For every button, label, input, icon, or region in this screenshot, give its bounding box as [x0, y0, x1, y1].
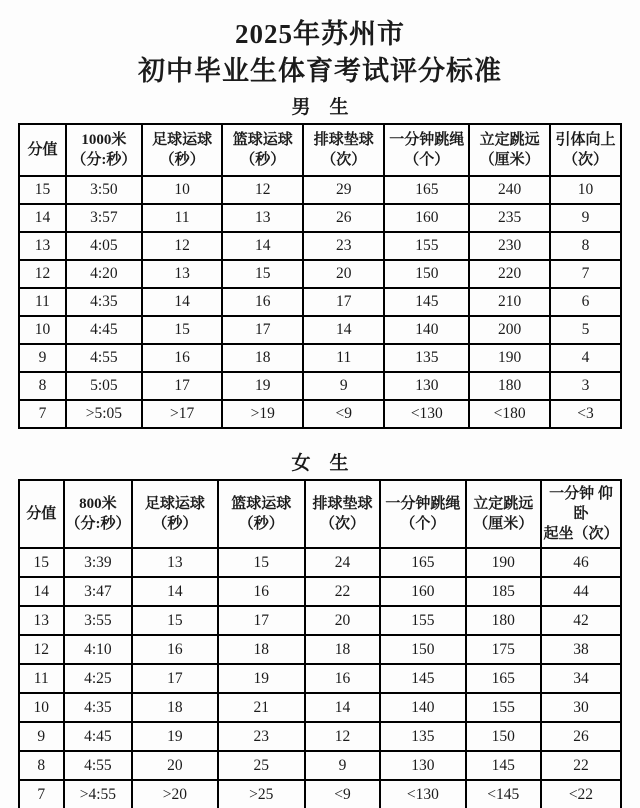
table-row [19, 751, 621, 780]
score-cell: 3:57 [66, 204, 142, 232]
header-label-line2: （厘米） [473, 516, 534, 532]
score-cell: 230 [469, 232, 550, 260]
score-cell: 3:47 [64, 577, 133, 606]
score-cell: 14 [19, 577, 64, 606]
score-cell: 135 [384, 344, 469, 372]
girls-header-row [19, 480, 621, 548]
score-cell: 160 [380, 577, 465, 606]
page-title-line2: 初中毕业生体育考试评分标准 [138, 56, 502, 86]
score-cell: 11 [303, 344, 384, 372]
score-cell: 16 [305, 664, 380, 693]
column-header-cell [19, 124, 66, 176]
score-cell: 9 [305, 751, 380, 780]
column-header-cell [466, 480, 541, 548]
score-cell: 4:45 [64, 722, 133, 751]
score-cell: <180 [469, 400, 550, 428]
score-cell: 14 [303, 316, 384, 344]
score-cell: 22 [541, 751, 621, 780]
score-cell: 19 [222, 372, 303, 400]
column-header-cell [469, 124, 550, 176]
header-label-line2: （个） [400, 516, 446, 532]
header-label-line2: （分:秒） [65, 516, 131, 532]
score-cell: 140 [384, 316, 469, 344]
boys-score-table [18, 123, 622, 429]
girls-section-title: 女 生 [291, 453, 349, 474]
score-cell: 155 [380, 606, 465, 635]
score-cell: 5 [550, 316, 621, 344]
score-cell: 23 [218, 722, 305, 751]
boys-table-body [19, 176, 621, 428]
score-cell: 145 [384, 288, 469, 316]
header-label-line1: 引体向上 [555, 132, 616, 148]
score-cell: 160 [384, 204, 469, 232]
score-cell: 6 [550, 288, 621, 316]
score-cell: 13 [19, 606, 64, 635]
header-label-line2: （秒） [152, 516, 198, 532]
score-cell: 10 [19, 693, 64, 722]
score-cell: 21 [218, 693, 305, 722]
table-row [19, 577, 621, 606]
score-cell: 11 [19, 288, 66, 316]
score-cell: >20 [132, 780, 217, 808]
score-cell: 165 [466, 664, 541, 693]
score-cell: 12 [222, 176, 303, 204]
score-cell: 15 [218, 548, 305, 577]
score-cell: 220 [469, 260, 550, 288]
column-header-cell [222, 124, 303, 176]
table-row [19, 344, 621, 372]
score-cell: 3:39 [64, 548, 133, 577]
score-cell: 17 [142, 372, 223, 400]
score-cell: <9 [303, 400, 384, 428]
score-cell: 26 [303, 204, 384, 232]
column-header-cell [64, 480, 133, 548]
score-cell: 24 [305, 548, 380, 577]
girls-table-body [19, 548, 621, 808]
score-cell: 10 [142, 176, 223, 204]
score-cell: 16 [132, 635, 217, 664]
header-label-line1: 排球垫球 [312, 496, 373, 512]
score-cell: <3 [550, 400, 621, 428]
score-cell: 26 [541, 722, 621, 751]
score-cell: 15 [19, 176, 66, 204]
score-cell: >25 [218, 780, 305, 808]
score-cell: 190 [469, 344, 550, 372]
table-row [19, 260, 621, 288]
header-label-line1: 篮球运球 [232, 132, 293, 148]
column-header-cell [66, 124, 142, 176]
header-label-line1: 立定跳远 [473, 496, 534, 512]
header-label-line1: 分值 [26, 506, 57, 522]
table-row [19, 693, 621, 722]
score-cell: 20 [132, 751, 217, 780]
page-title-line1: 2025年苏州市 [235, 19, 405, 49]
table-row [19, 372, 621, 400]
header-label-line1: 一分钟跳绳 [385, 496, 461, 512]
score-cell: 240 [469, 176, 550, 204]
score-cell: 4:25 [64, 664, 133, 693]
score-cell: 38 [541, 635, 621, 664]
score-cell: 135 [380, 722, 465, 751]
table-row [19, 635, 621, 664]
boys-section-title: 男 生 [291, 97, 349, 118]
score-cell: 4 [550, 344, 621, 372]
score-cell: 23 [303, 232, 384, 260]
score-cell: 12 [305, 722, 380, 751]
header-label-line2: （次） [320, 516, 366, 532]
score-cell: 4:35 [64, 693, 133, 722]
score-cell: 155 [466, 693, 541, 722]
score-cell: 15 [222, 260, 303, 288]
score-cell: 165 [384, 176, 469, 204]
score-cell: 7 [550, 260, 621, 288]
score-cell: 18 [218, 635, 305, 664]
score-cell: 18 [222, 344, 303, 372]
score-cell: 18 [305, 635, 380, 664]
score-cell: 4:35 [66, 288, 142, 316]
score-cell: 9 [19, 344, 66, 372]
header-label-line2: （分:秒） [71, 152, 137, 168]
score-cell: 11 [19, 664, 64, 693]
score-cell: 16 [222, 288, 303, 316]
table-row [19, 780, 621, 808]
header-label-line2: （次） [562, 152, 608, 168]
table-row [19, 176, 621, 204]
score-cell: 4:55 [66, 344, 142, 372]
score-cell: 12 [19, 635, 64, 664]
header-label-line1: 分值 [27, 142, 58, 158]
score-cell: 17 [303, 288, 384, 316]
header-label-line1: 排球垫球 [313, 132, 374, 148]
score-cell: 22 [305, 577, 380, 606]
score-cell: <9 [305, 780, 380, 808]
column-header-cell [550, 124, 621, 176]
score-cell: 8 [19, 372, 66, 400]
score-cell: 34 [541, 664, 621, 693]
score-cell: 44 [541, 577, 621, 606]
score-cell: 7 [19, 780, 64, 808]
score-cell: <22 [541, 780, 621, 808]
column-header-cell [305, 480, 380, 548]
score-cell: <130 [384, 400, 469, 428]
header-label-line1: 篮球运球 [231, 496, 292, 512]
score-cell: 130 [384, 372, 469, 400]
score-cell: 20 [305, 606, 380, 635]
score-cell: 19 [218, 664, 305, 693]
score-cell: 150 [384, 260, 469, 288]
score-cell: 165 [380, 548, 465, 577]
score-cell: 17 [132, 664, 217, 693]
score-cell: 3 [550, 372, 621, 400]
score-cell: 14 [19, 204, 66, 232]
score-cell: 235 [469, 204, 550, 232]
score-cell: 42 [541, 606, 621, 635]
score-cell: 150 [380, 635, 465, 664]
column-header-cell [303, 124, 384, 176]
score-cell: 25 [218, 751, 305, 780]
column-header-cell [384, 124, 469, 176]
score-cell: 16 [142, 344, 223, 372]
score-cell: 14 [222, 232, 303, 260]
score-cell: 15 [142, 316, 223, 344]
score-cell: 180 [469, 372, 550, 400]
score-cell: 145 [466, 751, 541, 780]
table-row [19, 316, 621, 344]
score-cell: 175 [466, 635, 541, 664]
column-header-cell [541, 480, 621, 548]
score-cell: 4:20 [66, 260, 142, 288]
score-cell: 11 [142, 204, 223, 232]
score-cell: 190 [466, 548, 541, 577]
score-cell: 3:50 [66, 176, 142, 204]
score-cell: 17 [222, 316, 303, 344]
score-cell: 12 [142, 232, 223, 260]
boys-header-row [19, 124, 621, 176]
score-cell: 14 [132, 577, 217, 606]
score-cell: 5:05 [66, 372, 142, 400]
score-cell: >5:05 [66, 400, 142, 428]
score-cell: 7 [19, 400, 66, 428]
header-label-line1: 立定跳远 [479, 132, 540, 148]
header-label-line1: 一分钟 仰卧 [549, 486, 613, 522]
girls-score-table [18, 479, 622, 808]
score-cell: 15 [132, 606, 217, 635]
score-cell: 180 [466, 606, 541, 635]
score-cell: 4:10 [64, 635, 133, 664]
header-label-line1: 800米 [79, 496, 117, 512]
header-label-line1: 一分钟跳绳 [389, 132, 465, 148]
score-cell: 185 [466, 577, 541, 606]
table-row [19, 664, 621, 693]
header-label-line2: （秒） [238, 516, 284, 532]
header-label-line2: （个） [404, 152, 450, 168]
score-cell: 4:55 [64, 751, 133, 780]
score-cell: 4:05 [66, 232, 142, 260]
score-cell: 30 [541, 693, 621, 722]
header-label-line2: （秒） [159, 152, 205, 168]
column-header-cell [19, 480, 64, 548]
header-label-line2: （秒） [240, 152, 286, 168]
score-cell: 200 [469, 316, 550, 344]
column-header-cell [218, 480, 305, 548]
score-cell: 10 [19, 316, 66, 344]
score-cell: 29 [303, 176, 384, 204]
score-cell: 13 [222, 204, 303, 232]
score-cell: 19 [132, 722, 217, 751]
score-cell: >4:55 [64, 780, 133, 808]
score-cell: 145 [380, 664, 465, 693]
score-cell: 9 [550, 204, 621, 232]
score-cell: >19 [222, 400, 303, 428]
score-cell: 13 [19, 232, 66, 260]
score-cell: 4:45 [66, 316, 142, 344]
score-cell: <130 [380, 780, 465, 808]
score-cell: 18 [132, 693, 217, 722]
score-cell: 13 [132, 548, 217, 577]
score-cell: 17 [218, 606, 305, 635]
table-row [19, 606, 621, 635]
header-label-line2: （次） [321, 152, 367, 168]
score-cell: 140 [380, 693, 465, 722]
column-header-cell [142, 124, 223, 176]
score-cell: 15 [19, 548, 64, 577]
score-cell: 16 [218, 577, 305, 606]
score-cell: <145 [466, 780, 541, 808]
header-label-line2: 起坐（次） [543, 526, 619, 542]
table-row [19, 288, 621, 316]
table-row [19, 232, 621, 260]
column-header-cell [132, 480, 217, 548]
score-cell: 150 [466, 722, 541, 751]
score-cell: 14 [305, 693, 380, 722]
score-cell: 9 [19, 722, 64, 751]
score-cell: 8 [550, 232, 621, 260]
table-row [19, 204, 621, 232]
score-cell: 12 [19, 260, 66, 288]
score-cell: 20 [303, 260, 384, 288]
header-label-line1: 足球运球 [144, 496, 205, 512]
table-row [19, 400, 621, 428]
score-cell: 13 [142, 260, 223, 288]
score-cell: 130 [380, 751, 465, 780]
score-cell: 14 [142, 288, 223, 316]
column-header-cell [380, 480, 465, 548]
header-label-line1: 足球运球 [152, 132, 213, 148]
header-label-line2: （厘米） [479, 152, 540, 168]
score-cell: 210 [469, 288, 550, 316]
score-cell: 155 [384, 232, 469, 260]
table-row [19, 722, 621, 751]
score-cell: 9 [303, 372, 384, 400]
score-cell: >17 [142, 400, 223, 428]
table-row [19, 548, 621, 577]
score-cell: 10 [550, 176, 621, 204]
score-cell: 46 [541, 548, 621, 577]
score-cell: 8 [19, 751, 64, 780]
header-label-line1: 1000米 [81, 132, 127, 148]
score-cell: 3:55 [64, 606, 133, 635]
